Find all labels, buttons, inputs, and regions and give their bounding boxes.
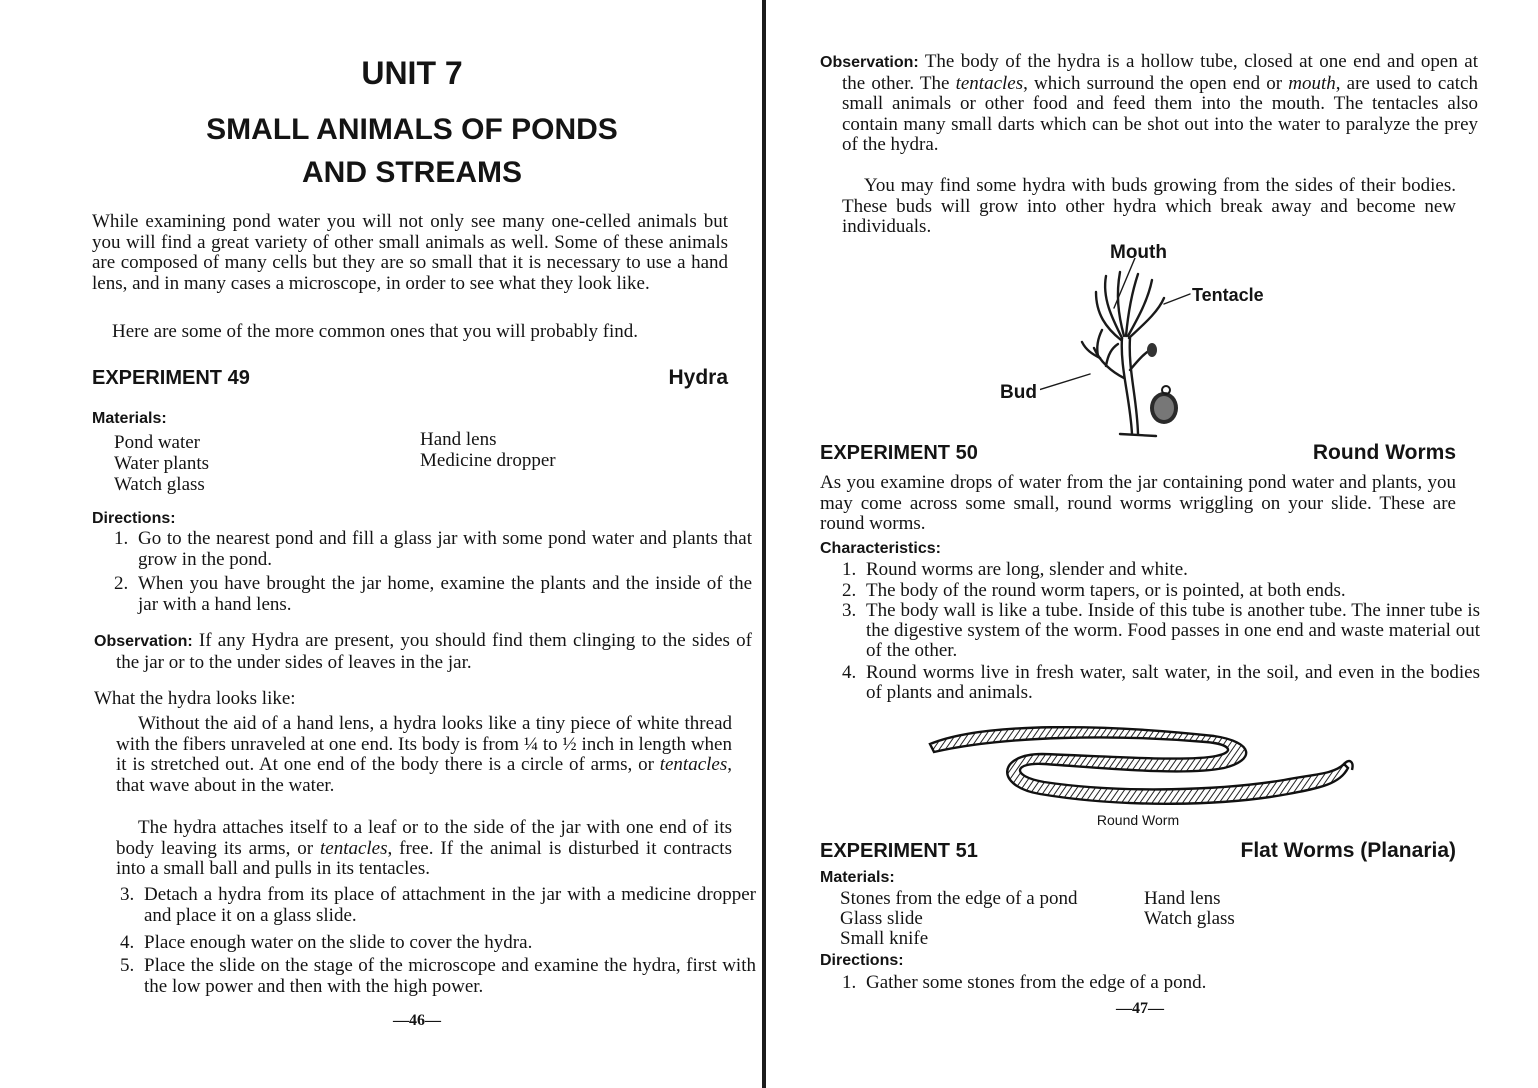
- direction-item-2: [114, 573, 752, 615]
- material-item: Stones from the edge of a pond: [840, 888, 1078, 909]
- experiment-50-label: EXPERIMENT 50: [820, 442, 978, 464]
- observation-paragraph: [94, 631, 752, 673]
- text-emphasis: tentacles: [319, 837, 388, 859]
- item-text: Detach a hydra from its place of attachment in the jar with a medicine dropper and place it on a glass slide.: [144, 884, 756, 926]
- item-number: 2.: [114, 573, 129, 594]
- page-number-right: —47—: [1116, 1000, 1164, 1017]
- unit-title-line-1: SMALL ANIMALS OF PONDS: [206, 113, 618, 146]
- direction-item-4: [120, 932, 756, 953]
- directions-label: Directions:: [92, 510, 176, 527]
- experiment-51-label: EXPERIMENT 51: [820, 840, 978, 862]
- intro-paragraph: While examining pond water you will not only see many one-celled animals but you will find a great variety of other small animals as well. Some of these animals are composed of many cells but they are so small that it is necessary to use a hand lens, and in many cases a microscope, in order to see what they look like.: [92, 211, 728, 294]
- text-segment: The body of the hydra is a hollow tube, closed at one end and open at the other. The: [842, 51, 1478, 94]
- item-text: When you have brought the jar home, examine the plants and the inside of the jar with a hand lens.: [138, 573, 752, 615]
- materials-column-2: [420, 429, 556, 471]
- direction-item-1: [114, 528, 752, 570]
- item-number: 3.: [120, 884, 135, 905]
- looks-like-paragraph-2: [116, 818, 732, 880]
- item-text: Round worms are long, slender and white.: [866, 559, 1188, 580]
- item-number: 4.: [120, 932, 135, 953]
- materials-column-1: [114, 432, 209, 495]
- material-item: Hand lens: [420, 429, 497, 450]
- material-item: Pond water: [114, 432, 201, 453]
- text-emphasis: tentacles: [955, 72, 1024, 94]
- materials-label-51: Materials:: [820, 869, 895, 886]
- item-number: 5.: [120, 955, 135, 976]
- text-segment: , are used to catch small animals or other food and feed them into the mouth. The tentacles also contain many small darts which can be shot out into the water to paralyze the prey of the hydra.: [842, 72, 1478, 155]
- caption-text: Round Worm: [1096, 812, 1180, 828]
- intro-paragraph-2: Here are some of the more common ones that you will probably find.: [112, 321, 639, 342]
- material-item: Small knife: [840, 928, 929, 949]
- text-segment: , that wave about in the water.: [116, 754, 732, 796]
- characteristic-item-4: [842, 663, 1480, 703]
- left-page: [92, 0, 756, 1088]
- text-segment: , free. If the animal is disturbed it contracts into a small ball and pulls in its tentacles.: [116, 837, 732, 879]
- observation-text: If any Hydra are present, you should find them clinging to the sides of the jar or to the under sides of leaves in the jar.: [116, 630, 752, 673]
- item-text: Round worms live in fresh water, salt water, in the soil, and even in the bodies of plants and animals.: [866, 662, 1480, 703]
- experiment-51-heading: [820, 839, 1456, 863]
- unit-title-line-2: AND STREAMS: [301, 156, 522, 189]
- book-spine: [762, 0, 766, 1088]
- experiment-49-name: Hydra: [668, 366, 728, 389]
- text-segment: The hydra attaches itself to a leaf or to the side of the jar with one end of its body leaving its arms, or: [116, 817, 732, 859]
- right-page: [820, 0, 1480, 1088]
- item-number: 1.: [114, 528, 129, 549]
- buds-paragraph: You may find some hydra with buds growing from the sides of their bodies. These buds will grow into other hydra which break away and become new individuals.: [842, 175, 1456, 237]
- figure-label-tentacle: Tentacle: [1192, 285, 1264, 305]
- unit-heading: UNIT 7: [361, 55, 463, 91]
- item-text: Place the slide on the stage of the microscope and examine the hydra, first with the low power and then with the high power.: [144, 955, 756, 997]
- observation-paragraph-right: [820, 52, 1478, 156]
- text-emphasis: mouth: [1288, 72, 1336, 94]
- material-item: Hand lens: [1144, 888, 1221, 909]
- directions-label-51: Directions:: [820, 952, 904, 969]
- experiment-49-heading: [92, 366, 728, 390]
- experiment-50-intro: As you examine drops of water from the jar containing pond water and plants, you may come across some small, round worms wriggling on your slide. These are round worms.: [820, 472, 1456, 534]
- direction-item-5: [120, 955, 756, 997]
- characteristics-label: Characteristics:: [820, 540, 941, 557]
- item-number: 1.: [842, 559, 857, 580]
- material-item: Water plants: [114, 453, 210, 474]
- direction-item-51-1: [842, 972, 1480, 993]
- experiment-50-name: Round Worms: [1312, 441, 1456, 464]
- materials-column-2-51: [1144, 889, 1235, 929]
- hydra-illustration: [1040, 258, 1200, 440]
- item-number: 1.: [842, 972, 857, 993]
- text-emphasis: tentacles: [659, 754, 728, 775]
- characteristic-item-2: [842, 581, 1480, 601]
- experiment-51-name: Flat Worms (Planaria): [1240, 839, 1456, 862]
- item-number: 4.: [842, 662, 857, 683]
- item-number: 2.: [842, 580, 857, 601]
- characteristic-item-1: [842, 560, 1480, 580]
- material-item: Medicine dropper: [420, 450, 556, 471]
- figure-label-bud: Bud: [1000, 382, 1037, 403]
- experiment-49-label: EXPERIMENT 49: [92, 367, 250, 389]
- item-text: The body of the round worm tapers, or is pointed, at both ends.: [866, 580, 1346, 601]
- characteristic-item-3: [842, 601, 1480, 661]
- item-text: Gather some stones from the edge of a pond.: [866, 972, 1207, 993]
- looks-like-paragraph-1: [116, 714, 732, 796]
- figure-label-mouth: Mouth: [1110, 242, 1167, 263]
- direction-item-3: [120, 884, 756, 926]
- text-segment: Without the aid of a hand lens, a hydra looks like a tiny piece of white thread with the fibers unraveled at one end. Its body is from ¼ to ½ inch in length when it is stretched out. At one end of the body there is a circle of arms, or: [116, 713, 732, 775]
- worm-caption: [820, 812, 1456, 828]
- experiment-50-heading: [820, 441, 1456, 465]
- text-segment: , which surround the open end or: [1023, 72, 1289, 94]
- material-item: Watch glass: [114, 474, 205, 495]
- materials-label: Materials:: [92, 410, 167, 427]
- round-worm-illustration: [924, 718, 1356, 810]
- item-number: 3.: [842, 600, 857, 621]
- looks-like-heading: What the hydra looks like:: [94, 688, 296, 709]
- observation-label: Observation:: [820, 54, 919, 71]
- page-number-left: —46—: [393, 1012, 441, 1029]
- materials-column-1-51: [840, 889, 1077, 949]
- material-item: Glass slide: [840, 908, 923, 929]
- observation-label: Observation:: [94, 633, 193, 650]
- material-item: Watch glass: [1144, 908, 1235, 929]
- item-text: The body wall is like a tube. Inside of this tube is another tube. The inner tube is the digestive system of the worm. Food passes in one end and waste material out of the other.: [866, 600, 1480, 661]
- item-text: Go to the nearest pond and fill a glass jar with some pond water and plants that grow in the pond.: [138, 528, 752, 570]
- item-text: Place enough water on the slide to cover the hydra.: [144, 932, 533, 953]
